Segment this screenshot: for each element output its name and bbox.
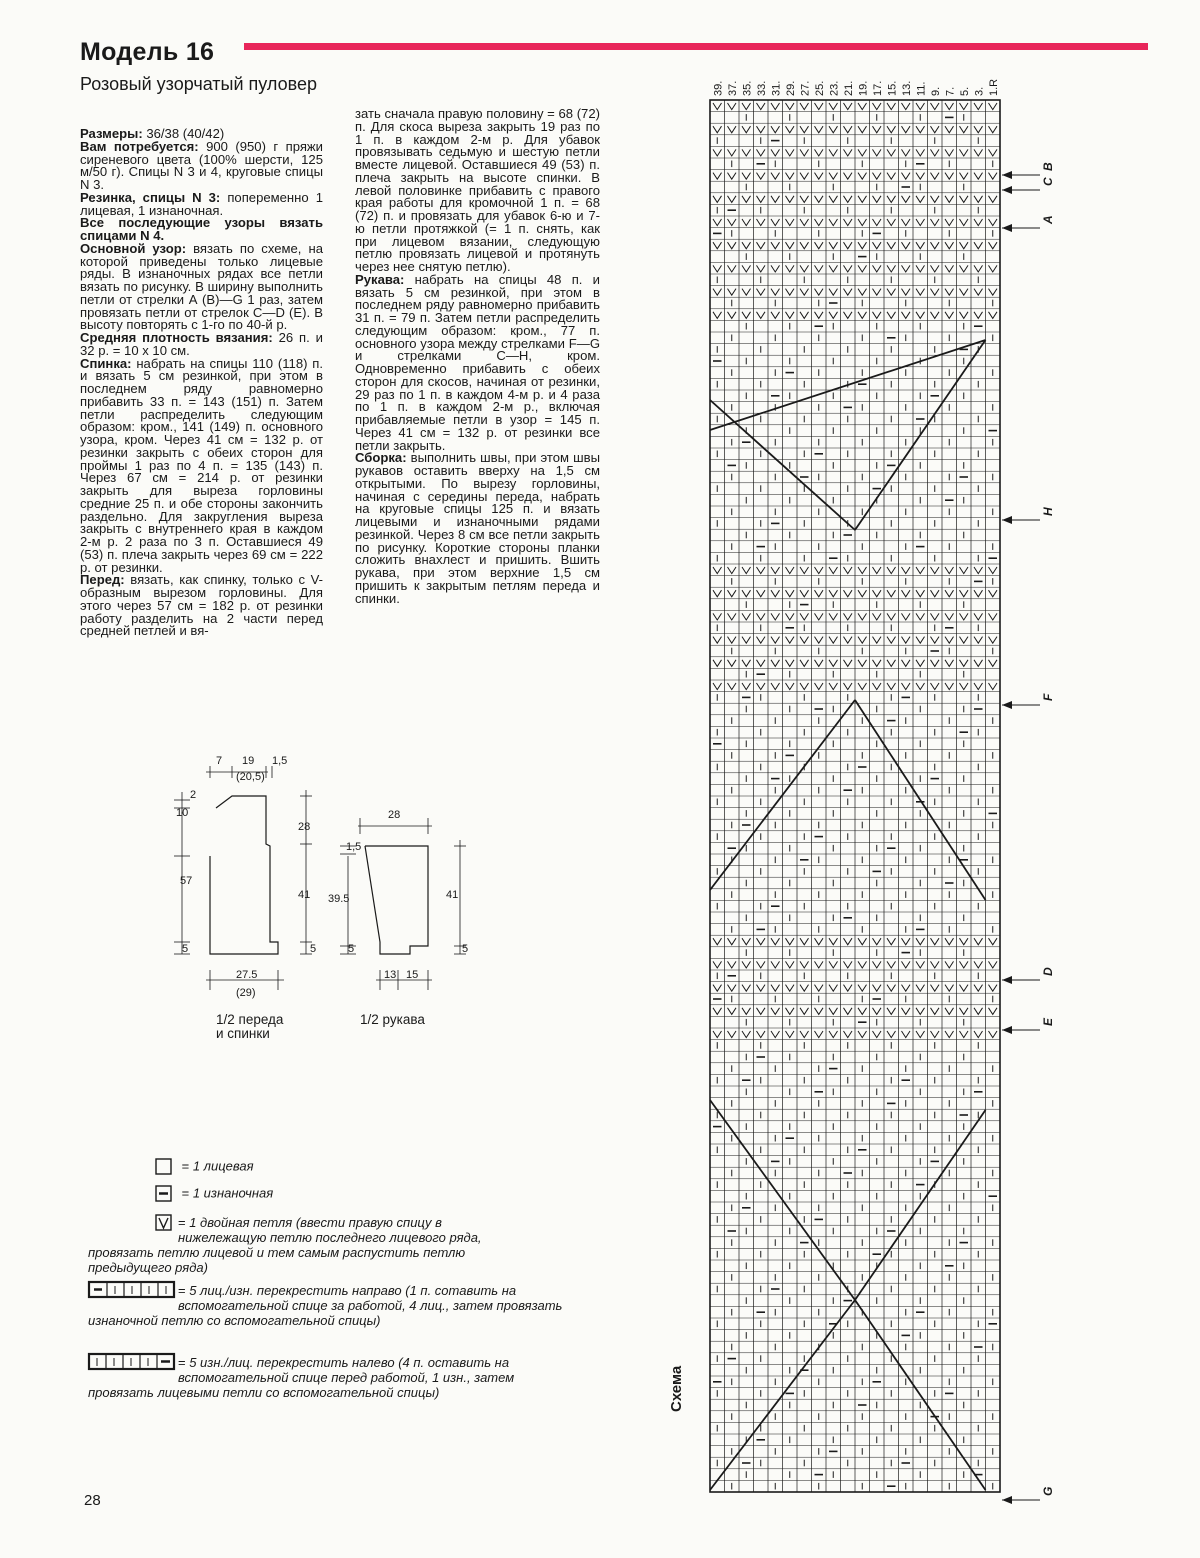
paragraph-text: попеременно 1 лицевая, 1 изнаночная. [80, 189, 323, 218]
dim-label: 5 [310, 943, 317, 955]
dim-label: 1,5 [272, 755, 288, 767]
dim-label: 5 [182, 943, 189, 955]
dim-label: 27.5 [236, 969, 258, 981]
row-number-label: 33. [755, 80, 768, 96]
row-number-label: 21. [842, 80, 855, 96]
row-number-label: 11. [915, 81, 928, 96]
arrow-label: A [1041, 215, 1055, 224]
dim-label: 19 [242, 755, 255, 767]
dim-label: 13 [384, 969, 397, 981]
body-caption-line1: 1/2 переда [216, 1012, 284, 1027]
legend-equals: = [178, 1355, 186, 1370]
paragraph [80, 217, 323, 243]
dim-label: 7 [216, 755, 223, 767]
row-number-label: 25. [813, 80, 826, 96]
paragraph-text: 36/38 (40/42) [142, 126, 225, 141]
legend-text: 5 лиц./изн. перекрестить направо (1 п. сотавить на вспомогательной спице за работой, 4 лиц., затем провязать изнаночной петлю со вспомогательной спицы) [88, 1283, 563, 1328]
paragraph-text: 26 п. и 32 р. = 10 x 10 см. [80, 330, 323, 358]
legend-text: 5 изн./лиц. перекрестить налево (4 п. оставить на вспомогательной спице перед работой, 1 изн., затем провязать лицевыми петли со вспомогательной спицы) [88, 1355, 515, 1400]
legend-item-cross-right [88, 1283, 568, 1328]
row-number-label: 37. [726, 80, 739, 96]
paragraph [80, 138, 323, 192]
legend-equals: = [178, 1215, 186, 1230]
paragraph [80, 240, 323, 333]
paragraph [80, 355, 323, 575]
paragraph-text: зать сначала правую половину = 68 (72) п. Для скоса выреза закрыть 19 раз по 1 п. в каждом 2-м р. Для убавок провязывать седьмую и шестую петли вместе лицевой. Оставшиеся 49 (53) п. плеча закрыть на высоте спинки. В левой половинке прибавить с правого края работы для кромочной 1 п. = 68 (72) п. и провязать для убавок 6-ю и 7-ю петли протяжкой (= 1 п. снять, как при лицевом вязании, следующую петлю провязать лицевой и протянуть через нее снятую петлю). [355, 106, 600, 274]
legend-text: 1 изнаночная [192, 1185, 274, 1201]
paragraph-heading: Сборка: [355, 450, 407, 466]
chart-arrow [1002, 215, 1055, 232]
dim-label: 28 [298, 821, 311, 833]
chart-arrow [1002, 693, 1055, 709]
legend-equals: = [178, 1283, 186, 1298]
paragraph-heading: Все последующие узоры вязать спицами N 4. [80, 215, 323, 243]
arrow-label: H [1041, 507, 1055, 516]
paragraph-heading: Рукава: [355, 271, 405, 287]
v-square-icon [88, 1214, 178, 1232]
chart-arrow [1002, 507, 1055, 524]
row-number-label: 1.R [987, 78, 1000, 96]
dim-label: 57 [180, 875, 193, 887]
subtitle: Розовый узорчатый пуловер [80, 74, 317, 94]
paragraph-text: вязать, как спинку, только с V-образным вырезом горловины. Для этого через 57 см = 182 р. от резинки работу разделить на 2 части перед средней петлей и вя- [80, 572, 323, 639]
paragraph-heading: Резинка, спицы N 3: [80, 189, 221, 205]
page-title: Модель 16 [80, 38, 215, 66]
dim-label: 10 [176, 807, 189, 819]
paragraph-heading: Основной узор: [80, 240, 187, 256]
chart-arrow [1002, 967, 1055, 984]
dim-label: 15 [406, 969, 419, 981]
sleeve-outline [365, 846, 428, 954]
paragraph [355, 452, 600, 605]
chart-grid [710, 100, 1000, 1492]
arrow-label: D [1041, 967, 1055, 976]
chart-label: Схема [668, 1365, 685, 1412]
page-number: 28 [84, 1492, 101, 1509]
paragraph-heading: Перед: [80, 572, 125, 588]
dash-square-icon [88, 1185, 178, 1203]
chart-arrow [1002, 1487, 1055, 1504]
legend-item-cross-left [88, 1355, 568, 1400]
paragraph-text: 900 (950) г пряжи сиреневого цвета (100% шерсти, 125 м/50 г). Спицы N 3 и 4, круговые спицы N 3. [80, 138, 323, 192]
paragraph [355, 271, 600, 453]
legend-equals: = [181, 1158, 190, 1174]
chart-arrow [1002, 1017, 1055, 1034]
paragraph-heading: Спинка: [80, 355, 132, 371]
legend-text: 1 двойная петля (ввести правую спицу в нижележащую петлю последнего лицевого ряда, провязать петлю лицевой и тем самым распустить петлю предыдущего ряда) [88, 1215, 482, 1275]
row-number-label: 23. [828, 80, 841, 96]
row-number-label: 7. [944, 86, 957, 96]
dim-label: 2 [190, 789, 197, 801]
dim-label: 1,5 [346, 841, 362, 853]
legend-item-double-stitch [88, 1215, 528, 1275]
legend-text: 1 лицевая [192, 1158, 254, 1174]
row-number-label: 35. [741, 80, 754, 96]
row-number-label: 9. [929, 86, 942, 96]
sleeve-caption: 1/2 рукава [360, 1012, 425, 1027]
row-number-label: 15. [886, 80, 899, 96]
body-caption-line2: и спинки [216, 1026, 270, 1041]
dim-label: 39.5 [328, 893, 350, 905]
arrow-label: F [1041, 693, 1055, 701]
empty-square-icon [88, 1158, 178, 1176]
paragraph [355, 108, 600, 274]
paragraph-text: выполнить швы, при этом швы рукавов оставить вверху на 1,5 см открытыми. По вырезу горловины, начиная с середины переда, набрать на круговые спицы 125 п. и вязать лицевыми и изнаночными рядами резинкой. Через 8 см все петли закрыть по рисунку. Короткие стороны планки сложить внахлест и пришить. Вшить рукава, при этом верхние 1,5 см пришить к закрытым петлям переда и спинки. [355, 450, 600, 606]
legend-item-purl [88, 1185, 273, 1203]
row-number-label: 3. [973, 86, 986, 96]
row-number-label: 27. [799, 80, 812, 96]
dim-label: (29) [236, 987, 256, 999]
cross-diagonals [710, 340, 986, 1490]
paragraph-heading: Средняя плотность вязания: [80, 330, 273, 345]
arrow-label: C [1041, 177, 1055, 186]
row-number-label: 29. [784, 80, 797, 96]
paragraph [80, 332, 323, 358]
legend-equals: = [181, 1185, 190, 1201]
dim-label: 5 [348, 943, 355, 955]
dim-label: 28 [388, 809, 401, 821]
paragraph [80, 574, 323, 638]
paragraph-text: вязать по схеме, на которой приведены только лицевые ряды. В изнаночных рядах все петли вязать по рисунку. В ширину выполнить петли от стрелки А (В)—G 1 раз, затем провязать петли от стрелок С—D (E). В высоту повторять с 1-го по 40-й р. [80, 240, 323, 333]
pattern-chart [680, 56, 1060, 1496]
schematic-diagrams [160, 740, 490, 1050]
dim-label: (20,5) [236, 771, 265, 783]
cross-left-icon [88, 1353, 178, 1371]
paragraph-text: набрать на спицы 110 (118) п. и вязать 5 см резинкой, при этом в последнем ряду равномерно прибавить 33 п. = 143 (151) п. Затем петли распределить следующим образом: кром., 141 (149) п. основного узора, кром. Через 41 см = 132 р. от резинки закрыть с обеих сторон для проймы 1 раз по 4 п. = 135 (143) п. Через 67 см = 214 р. от резинки закрыть для выреза горловины средние 25 п. и обе стороны закончить раздельно. Для закругления выреза закрыть с внутреннего края в каждом 2-м р. 2 раза по 3 п. Оставшиеся 49 (53) п. плеча закрыть через 69 см = 222 р. от резинки. [80, 355, 323, 575]
dim-label: 41 [446, 889, 459, 901]
row-number-label: 13. [900, 80, 913, 96]
arrow-label: G [1041, 1486, 1055, 1496]
legend-item-knit [88, 1158, 254, 1176]
dim-label: 41 [298, 889, 311, 901]
text-column-right [355, 108, 600, 605]
body-outline [210, 796, 278, 954]
paragraph-heading: Вам потребуется: [80, 138, 199, 154]
dim-label: 5 [462, 943, 469, 955]
row-number-label: 31. [770, 80, 783, 96]
paragraph-text: набрать на спицы 48 п. и вязать 5 см резинкой, при этом в последнем ряду равномерно прибавить 31 п. = 79 п. Затем петли распределить следующим образом: кром., 77 п. основного узора между стрелками F—G и стрелками С—Н, кром. Одновременно прибавить с обеих сторон для скосов, начиная от резинки, 29 раз по 1 п. в каждом 4-м р. и 4 раза по 1 п. в каждом 2-м р., включая прибавляемые петли в узор = 145 п. Через 41 см = 132 р. от резинки все петли закрыть. [355, 271, 600, 453]
cross-right-icon [88, 1281, 178, 1299]
arrow-label: B [1041, 162, 1055, 171]
text-column-left [80, 128, 323, 638]
title-rule [244, 43, 1148, 50]
row-number-label: 17. [871, 80, 884, 96]
row-number-label: 5. [958, 86, 971, 96]
row-number-label: 19. [857, 80, 870, 96]
arrow-label: E [1041, 1017, 1055, 1026]
paragraph-heading: Размеры: [80, 126, 143, 141]
chart-arrow [1002, 162, 1055, 179]
paragraph [80, 189, 323, 218]
row-number-label: 39. [712, 80, 725, 96]
chart-arrow [1002, 177, 1055, 194]
